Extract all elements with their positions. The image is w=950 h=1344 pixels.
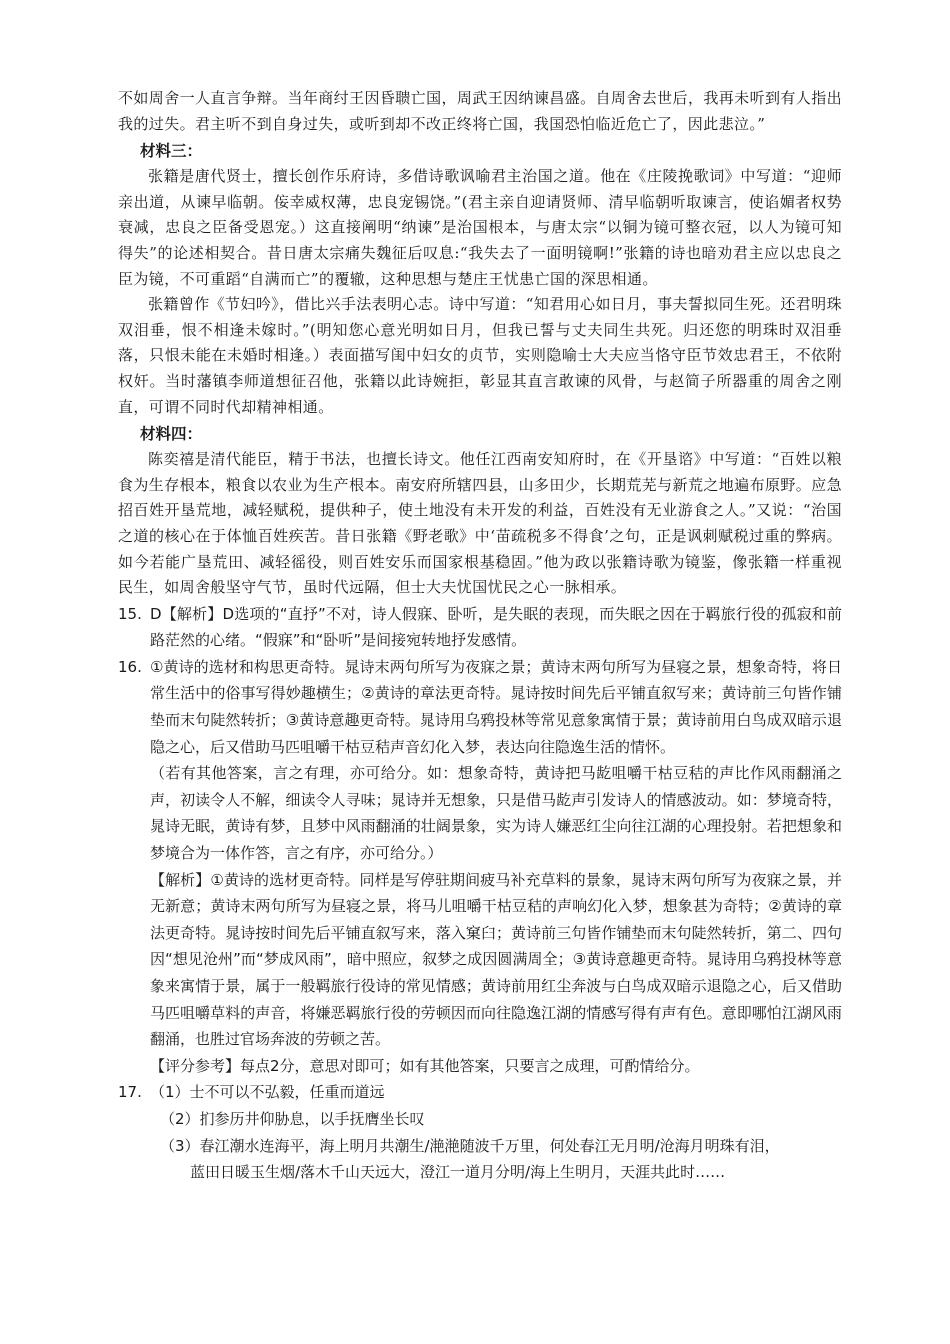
answer-15-number: 15. — [118, 604, 142, 623]
answer-15-text: D【解析】D选项的“直抒”不对，诗人假寐、卧听，是失眠的表现，而失眠之因在于羁旅行役的孤寂和前路茫然的心绪。“假寐”和“卧听”是间接宛转地抒发感情。 — [150, 604, 842, 650]
material-3-paragraph-2: 张籍曾作《节妇吟》，借比兴手法表明心志。诗中写道：“知君用心如日月，事夫誓拟同生死。还君明珠双泪垂，恨不相逢未嫁时。”(明知您心意光明如日月，但我已誓与丈夫同生共死。归还您的明珠时双泪垂落，只恨未能在未婚时相逢。）表面描写闺中妇女的贞节，实则隐喻士大夫应当恪守臣节效忠君王，不依附权奸。当时藩镇李师道想征召他，张籍以此诗婉拒，彰显其直言敢谏的风骨，与赵简子所器重的周舍之刚直，可谓不同时代却精神相通。 — [118, 295, 842, 416]
material-4-heading: 材料四： — [140, 424, 203, 444]
answer-16-note: （若有其他答案，言之有理，亦可给分。如：想象奇特，黄诗把马龁咀嚼干枯豆秸的声比作风雨翻涌之声，初读令人不解，细读令人寻味；晁诗并无想象，只是借马龁声引发诗人的情感波动。如：梦境奇特，晁诗无眠，黄诗有梦，且梦中风雨翻涌的壮阔景象，实为诗人嫌恶红尘向往江湖的心理投射。若把想象和梦境合为一体作答，言之有序，亦可给分。） — [150, 764, 842, 863]
answer-17-item-2: （2）扪参历井仰胁息，以手抚膺坐长叹 — [160, 1109, 425, 1128]
page-content — [118, 86, 842, 1186]
answer-15 — [118, 601, 842, 654]
answer-17-item-3-line-1: （3）春江潮水连海平，海上明月共潮生/滟滟随波千万里，何处春江无月明/沧海月明珠有泪， — [160, 1136, 780, 1155]
answer-16-scoring: 【评分参考】每点2分，意思对即可；如有其他答案，只要言之成理，可酌情给分。 — [150, 1056, 700, 1075]
material-3-paragraph-1: 张籍是唐代贤士，擅长创作乐府诗，多借诗歌讽喻君主治国之道。他在《庄陵挽歌词》中写道：“迎师亲出道，从谏早临朝。侫幸威权薄，忠良宠锡饶。”(君主亲自迎请贤师、清早临朝听取谏言，使谄媚者权势衰减，忠良之臣备受恩宠。）这直接阐明“纳谏”是治国根本，与唐太宗“以铜为镜可整衣冠，以人为镜可知得失”的论述相契合。昔日唐太宗痛失魏征后叹息:“我失去了一面明镜啊!”张籍的诗也暗劝君主应以忠良之臣为镜，不可重蹈“自满而亡”的覆辙，这种思想与楚庄王忧患亡国的深思相通。 — [118, 167, 842, 288]
answer-17-number: 17. — [118, 1083, 142, 1102]
answer-17 — [118, 1079, 842, 1106]
material-3-heading: 材料三： — [140, 141, 203, 161]
material-4-paragraph-1: 陈奕禧是清代能臣，精于书法，也擅长诗文。他任江西南安知府时，在《开垦谘》中写道：“百姓以粮食为生存根本，粮食以农业为生产根本。南安府所辖四县，山多田少，长期荒芜与新荒之地遍布原野。应急招百姓开垦荒地，减轻赋税，提供种子，使土地没有未开发的利益，百姓没有无业游食之人。”又说：“治国之道的核心在于体恤百姓疾苦。昔日张籍《野老歌》中‘苗疏税多不得食’之句，正是讽刺赋税过重的弊病。如今若能广垦荒田、减轻徭役，则百姓安乐而国家根基稳固。”他为政以张籍诗歌为镜鉴，像张籍一样重视民生，如周舍般坚守气节，虽时代远隔，但士大夫忧国忧民之心一脉相承。 — [118, 450, 842, 597]
answer-16-analysis: 【解析】①黄诗的选材更奇特。同样是写停驻期间疲马补充草料的景象，晁诗末两句所写为夜寐之景，并无新意；黄诗末两句所写为昼寝之景，将马儿咀嚼干枯豆秸的声响幻化入梦，想象甚为奇特；②黄诗的章法更奇特。晁诗按时间先后平铺直叙写来，落入窠臼；黄诗前三句皆作铺垫而末句陡然转折，第二、四句因“想见沧州”而“梦成风雨”，暗中照应，叙梦之成因圆满周全；③黄诗意趣更奇特。晁诗用乌鸦投林等意象来寓情于景，属于一般羁旅行役诗的常见情感；黄诗前用红尘奔波与白鸟成双暗示退隐之心，后又借助马匹咀嚼草料的声音，将嫌恶羁旅行役的劳顿因而向往隐逸江湖的情感写得有声有色。意即哪怕江湖风雨翻涌，也胜过官场奔波的劳顿之苦。 — [150, 870, 842, 1049]
answer-16 — [118, 654, 842, 760]
material-2-tail-paragraph: 不如周舍一人直言争辩。当年商纣王因昏聩亡国，周武王因纳谏昌盛。自周舍去世后，我再未听到有人指出我的过失。君主听不到自身过失，或听到却不改正终将亡国，我国恐怕临近危亡了，因此悲泣。” — [118, 89, 842, 133]
answer-17-item-1: （1）士不可以不弘毅，任重而道远 — [150, 1083, 385, 1102]
answer-16-text: ①黄诗的选材和构思更奇特。晁诗末两句所写为夜寐之景；黄诗末两句所写为昼寝之景，想象奇特，将日常生活中的俗事写得妙趣横生；②黄诗的章法更奇特。晁诗按时间先后平铺直叙写来；黄诗前三句皆作铺垫而末句陡然转折；③黄诗意趣更奇特。晁诗用乌鸦投林等常见意象寓情于景；黄诗前用白鸟成双暗示退隐之心，后又借助马匹咀嚼干枯豆秸声音幻化入梦，表达向往隐逸生活的情怀。 — [150, 657, 842, 756]
answer-16-number: 16. — [118, 657, 142, 676]
answer-17-item-3-line-2: 蓝田日暖玉生烟/落木千山天远大，澄江一道月分明/海上生明月，天涯共此时…… — [190, 1163, 726, 1182]
